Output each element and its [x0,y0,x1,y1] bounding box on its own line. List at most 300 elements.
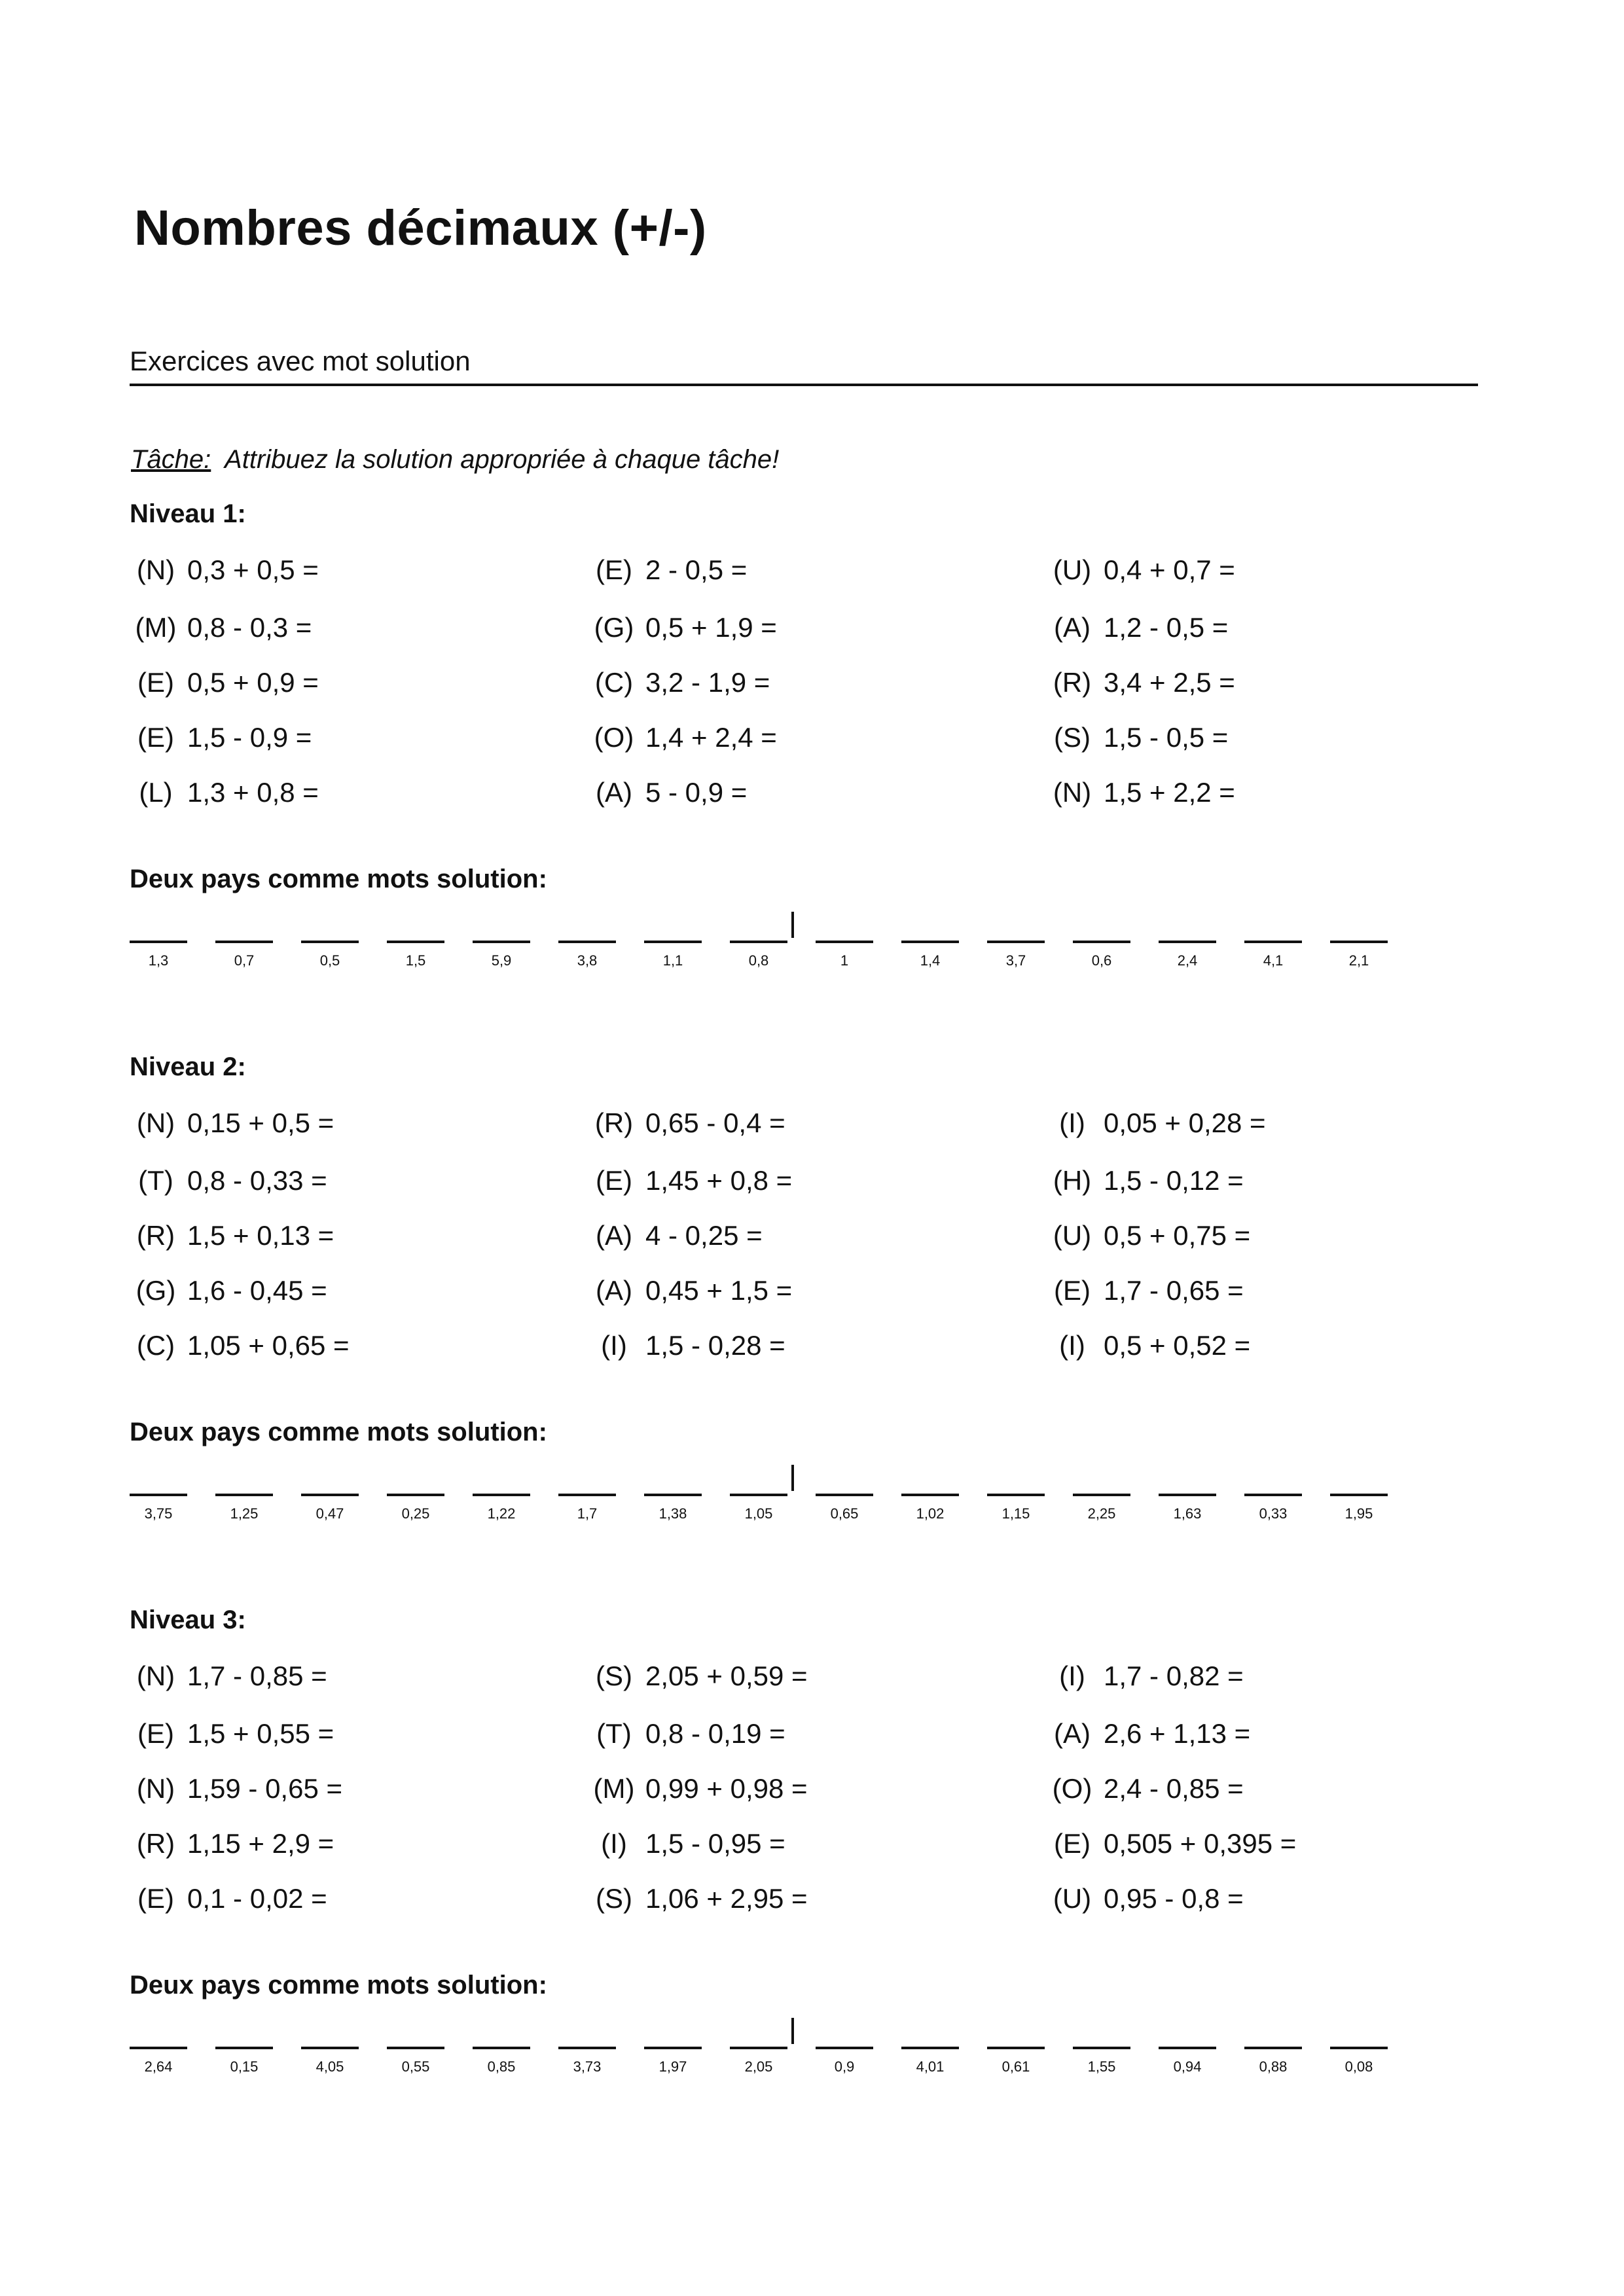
exercise-item [130,1330,588,1361]
answer-value-label: 2,64 [144,2058,173,2075]
exercise-letter: (N) [136,1773,175,1804]
exercise-expression: 1,7 - 0,85 = [187,1660,327,1691]
exercise-expression: 2,05 + 0,59 = [645,1660,808,1691]
exercise-expression: 0,1 - 0,02 = [187,1883,327,1914]
answer-value-label: 2,4 [1177,952,1198,969]
answer-blank[interactable] [1073,1470,1130,1522]
exercise-item [130,1220,588,1251]
exercise-expression: 0,45 + 1,5 = [645,1275,793,1306]
answer-line[interactable] [730,1470,787,1496]
answer-value-label: 1 [840,952,849,969]
exercise-letter: (N) [136,1660,175,1691]
answer-line[interactable] [130,2023,187,2049]
answer-value-label: 1,95 [1344,1505,1373,1522]
answer-line[interactable] [644,917,702,943]
exercise-letter: (E) [1054,1828,1091,1859]
task-text: Attribuez la solution appropriée à chaque tâche! [225,445,780,474]
answer-blank[interactable] [816,2023,873,2075]
exercise-grid [130,1646,1504,1926]
answer-value-label: 1,38 [659,1505,687,1522]
exercise-item [130,1773,588,1804]
exercise-expression: 1,5 - 0,12 = [1104,1165,1244,1196]
answer-blank[interactable] [816,1470,873,1522]
exercise-item [130,1660,588,1692]
answer-line[interactable] [901,2023,959,2049]
exercise-item [588,1660,1046,1692]
subtitle: Exercices avec mot solution [130,346,1478,386]
answer-blank[interactable] [987,917,1045,969]
exercise-letter: (S) [596,1883,632,1914]
exercise-expression: 1,45 + 0,8 = [645,1165,793,1196]
exercise-item [588,1718,1046,1749]
exercise-expression: 1,05 + 0,65 = [187,1330,350,1361]
answer-value-label: 1,05 [744,1505,773,1522]
exercise-expression: 2 - 0,5 = [645,554,748,585]
answer-value-label: 0,9 [834,2058,855,2075]
exercise-expression: 0,5 + 0,9 = [187,667,319,698]
answer-line[interactable] [987,917,1045,943]
exercise-letter: (E) [1054,1275,1091,1306]
solution-heading: Deux pays comme mots solution: [130,1971,547,2000]
page-title: Nombres décimaux (+/-) [134,200,707,256]
answer-value-label: 1,1 [662,952,683,969]
answer-line[interactable] [130,1470,187,1496]
exercise-item [1046,777,1504,808]
answer-blank[interactable] [215,1470,273,1522]
exercise-letter: (U) [1053,1883,1092,1914]
exercise-item [130,1165,588,1196]
answer-value-label: 5,9 [491,952,512,969]
answer-line[interactable] [473,1470,530,1496]
answer-value-label: 3,7 [1005,952,1026,969]
exercise-expression: 0,5 + 1,9 = [645,612,777,643]
exercise-expression: 0,15 + 0,5 = [187,1107,334,1138]
exercise-item [1046,1660,1504,1692]
exercise-letter: (A) [596,1275,632,1306]
exercise-expression: 1,06 + 2,95 = [645,1883,808,1914]
answer-value-label: 1,63 [1173,1505,1202,1522]
exercise-expression: 1,59 - 0,65 = [187,1773,343,1804]
answer-blank[interactable] [1330,2023,1388,2075]
solution-blanks [130,917,1504,982]
exercise-expression: 1,5 + 0,55 = [187,1718,334,1749]
level-section [130,1600,1504,2089]
exercise-expression: 1,5 - 0,95 = [645,1828,785,1859]
answer-value-label: 0,8 [748,952,769,969]
exercise-letter: (S) [1054,722,1091,753]
exercise-row [130,655,1504,710]
answer-line[interactable] [558,2023,616,2049]
exercise-item [588,1883,1046,1914]
answer-value-label: 4,01 [916,2058,945,2075]
exercise-item [130,1275,588,1306]
exercise-row [130,765,1504,820]
exercise-item [130,1718,588,1749]
answer-blank[interactable] [901,917,959,969]
answer-blank[interactable] [130,1470,187,1522]
exercise-expression: 1,5 + 2,2 = [1104,777,1235,808]
answer-value-label: 2,25 [1087,1505,1116,1522]
exercise-expression: 2,4 - 0,85 = [1104,1773,1244,1804]
level-title: Niveau 3: [130,1605,246,1634]
exercise-grid [130,540,1504,820]
answer-line[interactable] [1330,2023,1388,2049]
answer-value-label: 1,7 [577,1505,598,1522]
answer-value-label: 1,02 [916,1505,945,1522]
answer-blank[interactable] [987,2023,1045,2075]
answer-value-label: 0,6 [1091,952,1112,969]
exercise-item [1046,1330,1504,1361]
answer-blank[interactable] [901,2023,959,2075]
answer-line[interactable] [644,2023,702,2049]
exercise-letter: (R) [1053,667,1092,698]
exercise-item [130,1883,588,1914]
exercise-letter: (E) [137,1883,174,1914]
exercise-item [1046,1718,1504,1749]
answer-blank[interactable] [473,917,530,969]
exercise-item [588,1330,1046,1361]
exercise-expression: 0,05 + 0,28 = [1104,1107,1266,1138]
answer-line[interactable] [558,917,616,943]
exercise-row [130,710,1504,765]
exercise-expression: 1,3 + 0,8 = [187,777,319,808]
answer-blank[interactable] [1159,917,1216,969]
exercise-letter: (C) [136,1330,175,1361]
answer-line[interactable] [730,917,787,943]
exercise-letter: (I) [601,1828,627,1859]
answer-blank[interactable] [130,917,187,969]
exercise-letter: (U) [1053,554,1092,585]
answer-line[interactable] [816,2023,873,2049]
exercise-expression: 0,5 + 0,52 = [1104,1330,1251,1361]
exercise-letter: (I) [1059,1107,1085,1138]
answer-value-label: 1,97 [659,2058,687,2075]
answer-line[interactable] [901,1470,959,1496]
answer-value-label: 1,15 [1001,1505,1030,1522]
answer-value-label: 1,5 [405,952,426,969]
answer-line[interactable] [1330,917,1388,943]
exercise-item [1046,722,1504,753]
exercise-expression: 1,6 - 0,45 = [187,1275,327,1306]
answer-value-label: 1,25 [230,1505,259,1522]
answer-value-label: 0,88 [1259,2058,1288,2075]
answer-blank[interactable] [987,1470,1045,1522]
solution-blanks [130,1470,1504,1535]
answer-line[interactable] [301,917,359,943]
exercise-letter: (T) [596,1718,632,1749]
answer-line[interactable] [1244,2023,1302,2049]
answer-blank[interactable] [1073,917,1130,969]
answer-line[interactable] [730,2023,787,2049]
exercise-letter: (N) [136,1107,175,1138]
exercise-expression: 1,5 - 0,9 = [187,722,312,753]
answer-line[interactable] [1073,2023,1130,2049]
answer-value-label: 3,73 [573,2058,602,2075]
exercise-expression: 1,7 - 0,65 = [1104,1275,1244,1306]
exercise-item [1046,667,1504,698]
exercise-item [588,1828,1046,1859]
exercise-letter: (L) [139,777,173,808]
exercise-item [588,554,1046,586]
exercise-letter: (I) [1059,1660,1085,1691]
exercise-row [130,1706,1504,1761]
answer-value-label: 2,1 [1348,952,1369,969]
exercise-expression: 1,5 + 0,13 = [187,1220,334,1251]
answer-blank[interactable] [558,917,616,969]
exercise-letter: (I) [1059,1330,1085,1361]
task-instruction [131,445,779,475]
level-title: Niveau 1: [130,499,246,528]
exercise-expression: 1,15 + 2,9 = [187,1828,334,1859]
answer-value-label: 0,65 [830,1505,859,1522]
exercise-expression: 1,7 - 0,82 = [1104,1660,1244,1691]
answer-blank[interactable] [1244,1470,1302,1522]
level-section [130,494,1504,982]
exercise-expression: 2,6 + 1,13 = [1104,1718,1251,1749]
exercise-item [130,554,588,586]
exercise-letter: (E) [137,1718,174,1749]
exercise-item [1046,1883,1504,1914]
answer-line[interactable] [301,1470,359,1496]
exercise-letter: (A) [1054,1718,1091,1749]
answer-value-label: 0,15 [230,2058,259,2075]
answer-line[interactable] [1073,1470,1130,1496]
answer-blank[interactable] [1244,2023,1302,2075]
exercise-letter: (A) [596,1220,632,1251]
answer-blank[interactable] [215,2023,273,2075]
exercise-letter: (E) [596,1165,632,1196]
task-label: Tâche: [131,445,211,474]
answer-line[interactable] [1244,1470,1302,1496]
answer-line[interactable] [901,917,959,943]
exercise-letter: (R) [594,1107,634,1138]
answer-line[interactable] [473,2023,530,2049]
exercise-item [1046,1165,1504,1196]
solution-blanks [130,2023,1504,2089]
exercise-item [588,667,1046,698]
exercise-letter: (C) [594,667,634,698]
exercise-expression: 0,8 - 0,19 = [645,1718,785,1749]
exercise-item [130,1107,588,1139]
level-title: Niveau 2: [130,1052,246,1081]
answer-line[interactable] [987,1470,1045,1496]
exercise-letter: (I) [601,1330,627,1361]
exercise-letter: (N) [1053,777,1092,808]
exercise-letter: (O) [1052,1773,1092,1804]
exercise-letter: (O) [594,722,634,753]
answer-value-label: 1,4 [920,952,941,969]
answer-value-label: 0,61 [1001,2058,1030,2075]
word-separator [791,2018,794,2044]
exercise-letter: (E) [137,667,174,698]
answer-value-label: 0,33 [1259,1505,1288,1522]
answer-blank[interactable] [387,1470,444,1522]
exercise-row [130,1816,1504,1871]
answer-blank[interactable] [730,2023,787,2075]
answer-line[interactable] [1073,917,1130,943]
exercise-item [1046,1220,1504,1251]
answer-blank[interactable] [1330,917,1388,969]
exercise-item [1046,554,1504,586]
answer-value-label: 4,1 [1263,952,1284,969]
level-section [130,1047,1504,1535]
exercise-expression: 3,2 - 1,9 = [645,667,770,698]
exercise-expression: 4 - 0,25 = [645,1220,763,1251]
answer-blank[interactable] [387,2023,444,2075]
exercise-expression: 0,8 - 0,3 = [187,612,312,643]
exercise-letter: (R) [136,1828,175,1859]
answer-blank[interactable] [558,2023,616,2075]
answer-blank[interactable] [816,917,873,969]
answer-blank[interactable] [1244,917,1302,969]
answer-blank[interactable] [130,2023,187,2075]
answer-value-label: 0,47 [316,1505,344,1522]
answer-line[interactable] [215,917,273,943]
exercise-letter: (E) [596,554,632,585]
exercise-expression: 1,5 - 0,5 = [1104,722,1229,753]
answer-line[interactable] [987,2023,1045,2049]
answer-blank[interactable] [1073,2023,1130,2075]
exercise-letter: (N) [136,554,175,585]
answer-line[interactable] [1159,2023,1216,2049]
exercise-expression: 0,65 - 0,4 = [645,1107,785,1138]
exercise-item [588,1275,1046,1306]
exercise-expression: 5 - 0,9 = [645,777,748,808]
exercise-row [130,1208,1504,1263]
exercise-expression: 0,4 + 0,7 = [1104,554,1235,585]
exercise-expression: 1,4 + 2,4 = [645,722,777,753]
answer-blank[interactable] [644,2023,702,2075]
exercise-row [130,1153,1504,1208]
answer-blank[interactable] [1159,2023,1216,2075]
exercise-item [588,1165,1046,1196]
exercise-row [130,600,1504,655]
exercise-expression: 0,3 + 0,5 = [187,554,319,585]
exercise-item [1046,1773,1504,1804]
answer-blank[interactable] [644,917,702,969]
answer-line[interactable] [387,1470,444,1496]
exercise-expression: 1,5 - 0,28 = [645,1330,785,1361]
exercise-letter: (H) [1053,1165,1092,1196]
exercise-letter: (U) [1053,1220,1092,1251]
answer-value-label: 3,8 [577,952,598,969]
answer-blank[interactable] [473,1470,530,1522]
answer-line[interactable] [816,917,873,943]
answer-blank[interactable] [1330,1470,1388,1522]
exercise-item [588,777,1046,808]
answer-line[interactable] [1159,917,1216,943]
answer-line[interactable] [816,1470,873,1496]
word-separator [791,1465,794,1491]
answer-line[interactable] [215,1470,273,1496]
exercise-item [1046,1275,1504,1306]
exercise-item [588,612,1046,643]
exercise-expression: 0,99 + 0,98 = [645,1773,808,1804]
exercise-row [130,1093,1504,1153]
exercise-row [130,1871,1504,1926]
exercise-item [588,1220,1046,1251]
answer-value-label: 0,55 [401,2058,430,2075]
answer-line[interactable] [215,2023,273,2049]
exercise-letter: (E) [137,722,174,753]
answer-blank[interactable] [301,1470,359,1522]
exercise-letter: (M) [135,612,177,643]
answer-value-label: 1,3 [148,952,169,969]
exercise-item [130,1828,588,1859]
answer-value-label: 2,05 [744,2058,773,2075]
exercise-item [130,667,588,698]
word-separator [791,912,794,938]
solution-heading: Deux pays comme mots solution: [130,865,547,893]
exercise-letter: (M) [593,1773,635,1804]
answer-line[interactable] [301,2023,359,2049]
exercise-item [588,722,1046,753]
answer-blank[interactable] [215,917,273,969]
exercise-grid [130,1093,1504,1373]
answer-blank[interactable] [301,917,359,969]
answer-line[interactable] [1244,917,1302,943]
answer-line[interactable] [473,917,530,943]
answer-blank[interactable] [730,1470,787,1522]
answer-value-label: 4,05 [316,2058,344,2075]
answer-value-label: 1,55 [1087,2058,1116,2075]
exercise-expression: 0,8 - 0,33 = [187,1165,327,1196]
solution-heading: Deux pays comme mots solution: [130,1418,547,1446]
answer-blank[interactable] [558,1470,616,1522]
answer-value-label: 0,25 [401,1505,430,1522]
exercise-expression: 0,505 + 0,395 = [1104,1828,1297,1859]
answer-line[interactable] [387,917,444,943]
answer-value-label: 0,08 [1344,2058,1373,2075]
answer-line[interactable] [558,1470,616,1496]
exercise-row [130,1263,1504,1318]
answer-line[interactable] [644,1470,702,1496]
answer-blank[interactable] [1159,1470,1216,1522]
answer-value-label: 0,85 [487,2058,516,2075]
exercise-item [1046,612,1504,643]
exercise-letter: (G) [594,612,634,643]
exercise-letter: (S) [596,1660,632,1691]
exercise-expression: 3,4 + 2,5 = [1104,667,1235,698]
answer-blank[interactable] [730,917,787,969]
exercise-letter: (G) [135,1275,176,1306]
answer-blank[interactable] [387,917,444,969]
answer-blank[interactable] [901,1470,959,1522]
exercise-letter: (A) [596,777,632,808]
answer-line[interactable] [1330,1470,1388,1496]
exercise-item [130,612,588,643]
exercise-item [588,1107,1046,1139]
answer-value-label: 0,7 [234,952,255,969]
answer-line[interactable] [387,2023,444,2049]
answer-line[interactable] [130,917,187,943]
exercise-expression: 1,2 - 0,5 = [1104,612,1229,643]
exercise-item [1046,1107,1504,1139]
answer-blank[interactable] [473,2023,530,2075]
answer-value-label: 1,22 [487,1505,516,1522]
exercise-letter: (A) [1054,612,1091,643]
exercise-letter: (R) [136,1220,175,1251]
exercise-row [130,1646,1504,1706]
answer-blank[interactable] [301,2023,359,2075]
exercise-item [130,722,588,753]
answer-blank[interactable] [644,1470,702,1522]
answer-line[interactable] [1159,1470,1216,1496]
exercise-item [588,1773,1046,1804]
answer-value-label: 0,94 [1173,2058,1202,2075]
exercise-expression: 0,5 + 0,75 = [1104,1220,1251,1251]
exercise-row [130,1318,1504,1373]
